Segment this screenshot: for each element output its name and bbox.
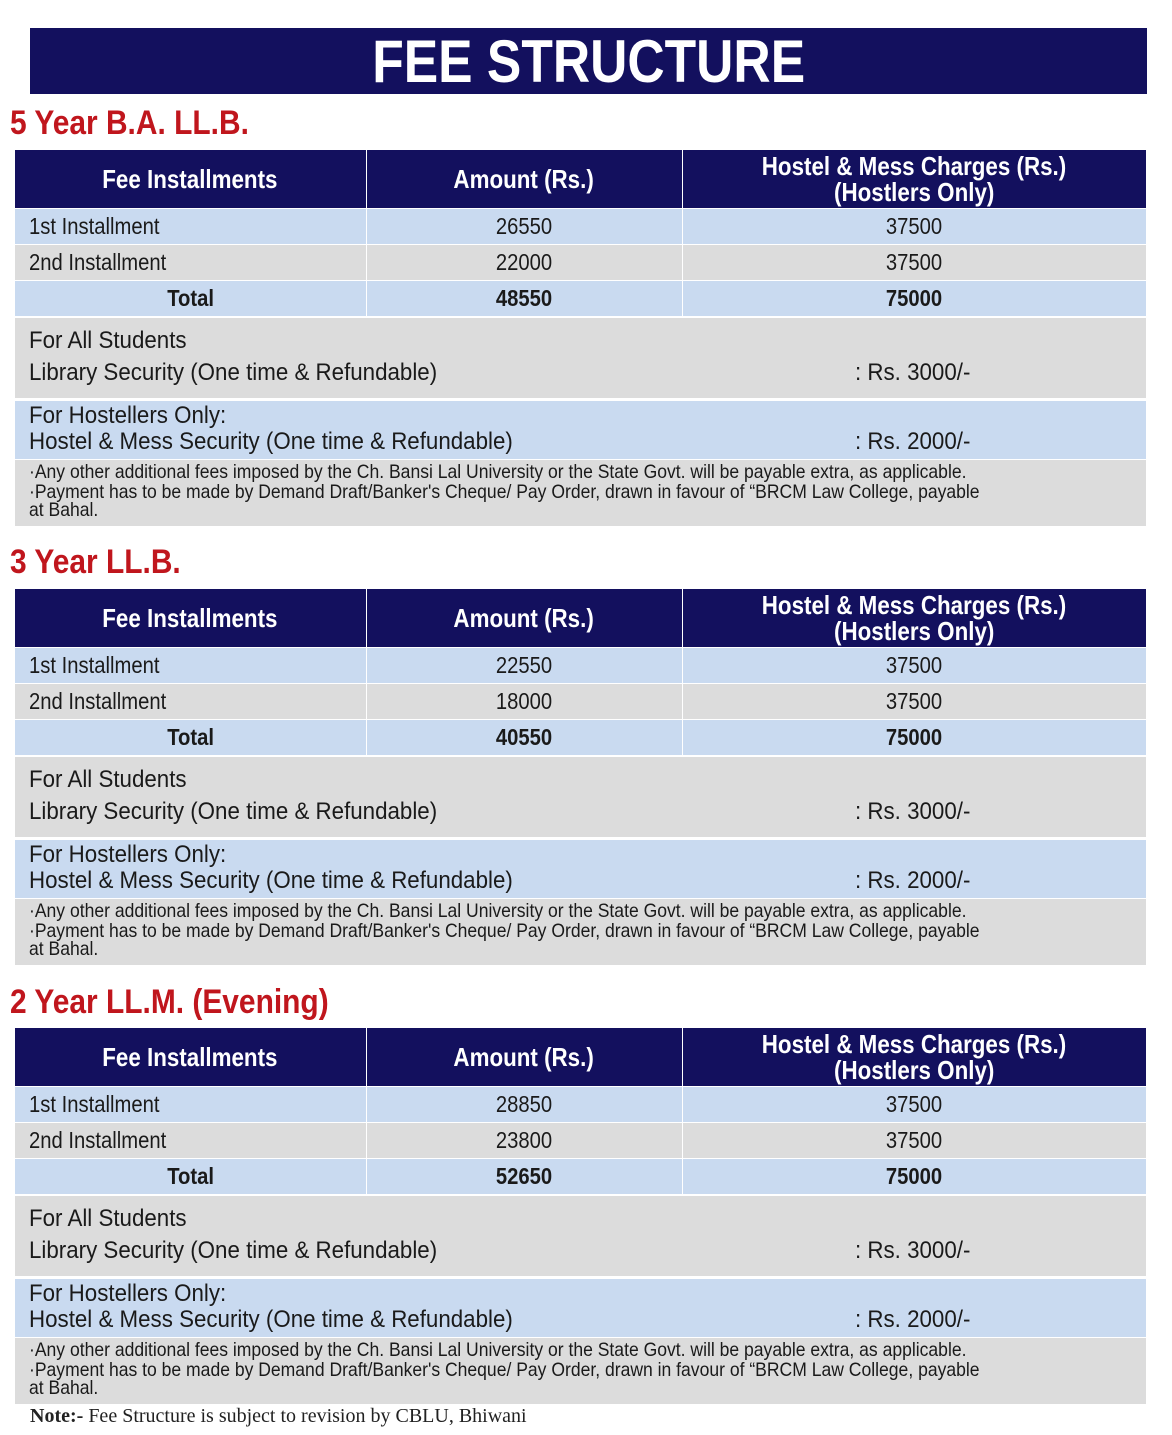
note-line: at Bahal. (29, 938, 99, 960)
installment-label: 1st Installment (15, 1086, 366, 1122)
column-header-amount: Amount (Rs.) (366, 589, 682, 647)
total-label: Total (15, 280, 366, 316)
all-students-box (15, 318, 1146, 398)
notes-box (15, 1338, 1146, 1404)
fee-table-header-row (15, 150, 1146, 208)
installment-hostel: 37500 (682, 1122, 1146, 1158)
fee-table (15, 150, 1146, 316)
section-title-text: 2 Year LL.M. (Evening) (10, 983, 329, 1021)
hostellers-box (15, 401, 1146, 459)
installment-label: 2nd Installment (15, 683, 366, 719)
note-line: ·Payment has to be made by Demand Draft/Banker's Cheque/ Pay Order, drawn in favour of “BRCM Law College, payable (29, 481, 980, 503)
total-row (15, 280, 1146, 316)
hostellers-heading: For Hostellers Only: (29, 1280, 227, 1307)
library-security-value: : Rs. 3000/- (855, 359, 971, 386)
library-security-line: Library Security (One time & Refundable) : Rs. 3000/- (29, 796, 1146, 828)
hostellers-box (15, 1279, 1146, 1337)
installment-amount: 22000 (366, 244, 682, 280)
hostel-security-value: : Rs. 2000/- (855, 867, 971, 894)
note-line: at Bahal. (29, 1377, 99, 1399)
installment-amount: 18000 (366, 683, 682, 719)
column-header-hostel: Hostel & Mess Charges (Rs.) (Hostlers Only) (682, 1028, 1146, 1086)
page-banner (30, 28, 1147, 94)
section-title-text: 3 Year LL.B. (10, 543, 181, 581)
installment-amount: 28850 (366, 1086, 682, 1122)
all-students-heading: For All Students (29, 1205, 187, 1232)
installment-hostel: 37500 (682, 683, 1146, 719)
installment-amount: 22550 (366, 647, 682, 683)
library-security-line: Library Security (One time & Refundable) : Rs. 3000/- (29, 1235, 1146, 1267)
library-security-value: : Rs. 3000/- (855, 1237, 971, 1264)
table-row (15, 1122, 1146, 1158)
footer-note-text: Fee Structure is subject to revision by CBLU, Bhiwani (83, 1405, 527, 1427)
all-students-heading: For All Students (29, 327, 187, 354)
total-label: Total (15, 1158, 366, 1194)
note-line: ·Any other additional fees imposed by the Ch. Bansi Lal University or the State Govt. will be payable extra, as applicable. (29, 461, 967, 483)
section-title (10, 543, 204, 582)
all-students-heading: For All Students (29, 766, 187, 793)
hostel-security-value: : Rs. 2000/- (855, 428, 971, 455)
hostel-security-value: : Rs. 2000/- (855, 1306, 971, 1333)
total-row (15, 1158, 1146, 1194)
page-title: FEE STRUCTURE (372, 27, 805, 95)
fee-table (15, 1028, 1146, 1194)
table-row (15, 683, 1146, 719)
installment-hostel: 37500 (682, 1086, 1146, 1122)
table-row (15, 244, 1146, 280)
column-header-installments: Fee Installments (15, 150, 366, 208)
hostellers-box (15, 840, 1146, 898)
installment-label: 2nd Installment (15, 1122, 366, 1158)
hostellers-heading: For Hostellers Only: (29, 841, 227, 868)
installment-amount: 23800 (366, 1122, 682, 1158)
column-header-hostel: Hostel & Mess Charges (Rs.) (Hostlers Only) (682, 150, 1146, 208)
note-line: ·Payment has to be made by Demand Draft/Banker's Cheque/ Pay Order, drawn in favour of “BRCM Law College, payable (29, 920, 980, 942)
all-students-box (15, 1196, 1146, 1276)
library-security-line: Library Security (One time & Refundable) : Rs. 3000/- (29, 357, 1146, 389)
footer-note (30, 1405, 527, 1428)
installment-label: 1st Installment (15, 208, 366, 244)
total-amount: 48550 (366, 280, 682, 316)
fee-table-header-row (15, 589, 1146, 647)
table-row (15, 647, 1146, 683)
note-line: ·Any other additional fees imposed by the Ch. Bansi Lal University or the State Govt. will be payable extra, as applicable. (29, 1339, 967, 1361)
note-line: at Bahal. (29, 499, 99, 521)
column-header-installments: Fee Installments (15, 589, 366, 647)
table-row (15, 1086, 1146, 1122)
installment-hostel: 37500 (682, 647, 1146, 683)
section-title-text: 5 Year B.A. LL.B. (10, 104, 249, 142)
total-row (15, 719, 1146, 755)
notes-box (15, 460, 1146, 526)
hostel-security-line: Hostel & Mess Security (One time & Refundable) : Rs. 2000/- (29, 867, 971, 894)
library-security-value: : Rs. 3000/- (855, 798, 971, 825)
section-title (10, 104, 281, 143)
section-title (10, 983, 372, 1022)
installment-label: 1st Installment (15, 647, 366, 683)
installment-label: 2nd Installment (15, 244, 366, 280)
total-hostel: 75000 (682, 719, 1146, 755)
footer-note-prefix: Note:- (30, 1405, 84, 1427)
installment-hostel: 37500 (682, 244, 1146, 280)
installment-amount: 26550 (366, 208, 682, 244)
total-hostel: 75000 (682, 1158, 1146, 1194)
note-line: ·Payment has to be made by Demand Draft/Banker's Cheque/ Pay Order, drawn in favour of “BRCM Law College, payable (29, 1359, 980, 1381)
hostel-security-line: Hostel & Mess Security (One time & Refundable) : Rs. 2000/- (29, 1306, 971, 1333)
all-students-box (15, 757, 1146, 837)
column-header-hostel: Hostel & Mess Charges (Rs.) (Hostlers Only) (682, 589, 1146, 647)
note-line: ·Any other additional fees imposed by the Ch. Bansi Lal University or the State Govt. will be payable extra, as applicable. (29, 900, 967, 922)
installment-hostel: 37500 (682, 208, 1146, 244)
notes-box (15, 899, 1146, 965)
column-header-amount: Amount (Rs.) (366, 150, 682, 208)
hostel-security-line: Hostel & Mess Security (One time & Refundable) : Rs. 2000/- (29, 428, 971, 455)
total-hostel: 75000 (682, 280, 1146, 316)
total-label: Total (15, 719, 366, 755)
hostellers-heading: For Hostellers Only: (29, 402, 227, 429)
column-header-amount: Amount (Rs.) (366, 1028, 682, 1086)
fee-table-header-row (15, 1028, 1146, 1086)
total-amount: 52650 (366, 1158, 682, 1194)
table-row (15, 208, 1146, 244)
column-header-installments: Fee Installments (15, 1028, 366, 1086)
fee-table (15, 589, 1146, 755)
total-amount: 40550 (366, 719, 682, 755)
